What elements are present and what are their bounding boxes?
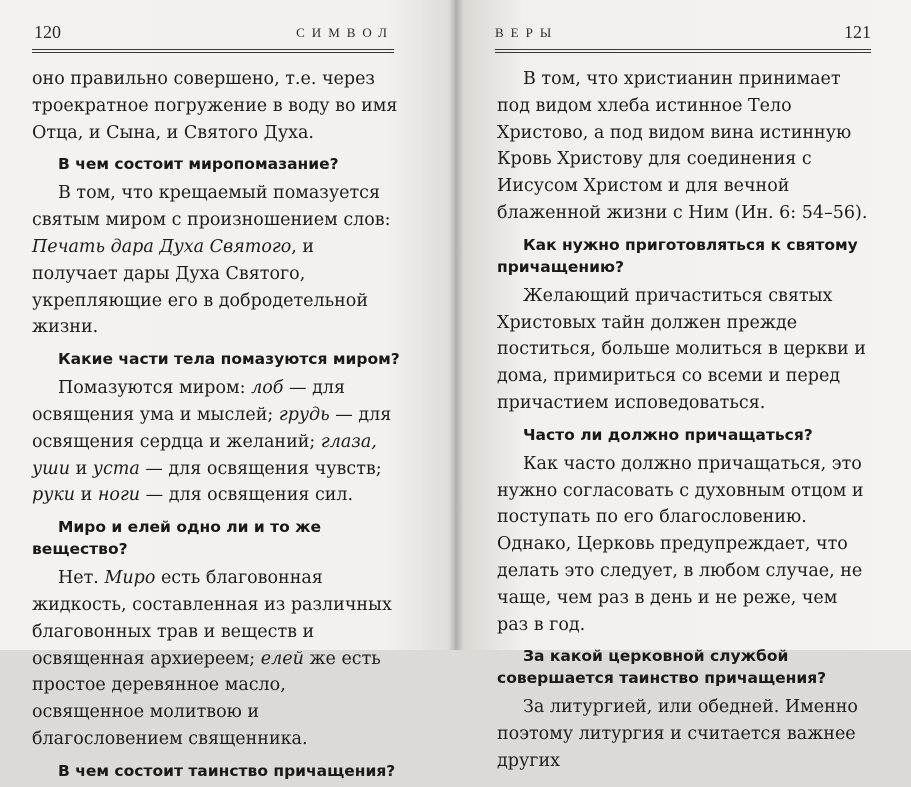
left-page — [0, 0, 455, 780]
answer-paragraph: В том, что крещаемый помазуется святым миром с произношением слов: Печать дара Духа Святого, и получает дары Духа Святого, укрепляющие его в добродетельной жизни. — [32, 183, 391, 338]
question-heading: Миро и елей одно ли и то же вещество? — [32, 518, 322, 559]
page-number: 121 — [844, 22, 871, 42]
header-rule — [32, 49, 394, 53]
running-head: СИМВОЛ — [296, 25, 394, 40]
header-rule — [495, 49, 871, 53]
right-page — [455, 0, 911, 771]
running-head: ВЕРЫ — [495, 25, 559, 40]
answer-paragraph: оно правильно совершено, т.е. через троекратное погружение в воду во имя Отца, и Сына, и Святого Духа. — [32, 69, 398, 143]
question-heading: Какие части тела помазуются миром? — [58, 350, 400, 369]
answer-paragraph: За литургией, или обедней. Именно поэтому литургия и считается важнее других — [497, 697, 858, 771]
book-gutter — [448, 0, 464, 650]
answer-paragraph: Нет. Миро есть благовонная жидкость, составленная из различных благовонных трав и веществ и освященная архиереем; елей же есть простое деревянное масло, освященное молитвою и благословением священника. — [32, 568, 392, 749]
right-header — [495, 22, 871, 44]
question-heading: Часто ли должно причащаться? — [523, 425, 813, 444]
left-header — [34, 22, 394, 44]
answer-paragraph: Помазуются миром: лоб — для освящения ума и мыслей; грудь — для освящения сердца и желаний; глаза, уши и уста — для освящения чувств; руки и ноги — для освящения сил. — [32, 378, 392, 506]
answer-paragraph: Как часто должно причащаться, это нужно согласовать с духовным отцом и поступать по его благословению. Однако, Церковь предупреждает, что делать это следует, в любом случае, не чаще, чем раз в день и не реже, чем раз в год. — [497, 453, 864, 635]
page-number: 120 — [34, 22, 61, 42]
right-page-text — [497, 66, 869, 775]
question-heading: Как нужно приготовляться к святому причащению? — [497, 235, 858, 276]
left-page-text — [32, 66, 400, 787]
answer-paragraph: В том, что христианин принимает под видом хлеба истинное Тело Христово, а под видом вина истинную Кровь Христову для соединения с Иисусом Христом и для вечной блаженной жизни с Ним (Ин. 6: 54–56). — [497, 69, 868, 223]
question-heading: За какой церковной службой совершается таинство причащения? — [497, 647, 827, 688]
answer-paragraph: Желающий причаститься святых Христовых тайн должен прежде поститься, больше молиться в церкви и дома, примириться со всеми и перед причастием исповедоваться. — [497, 285, 866, 413]
question-heading: В чем состоит таинство причащения? — [58, 761, 396, 780]
question-heading: В чем состоит миропомазание? — [58, 155, 339, 174]
